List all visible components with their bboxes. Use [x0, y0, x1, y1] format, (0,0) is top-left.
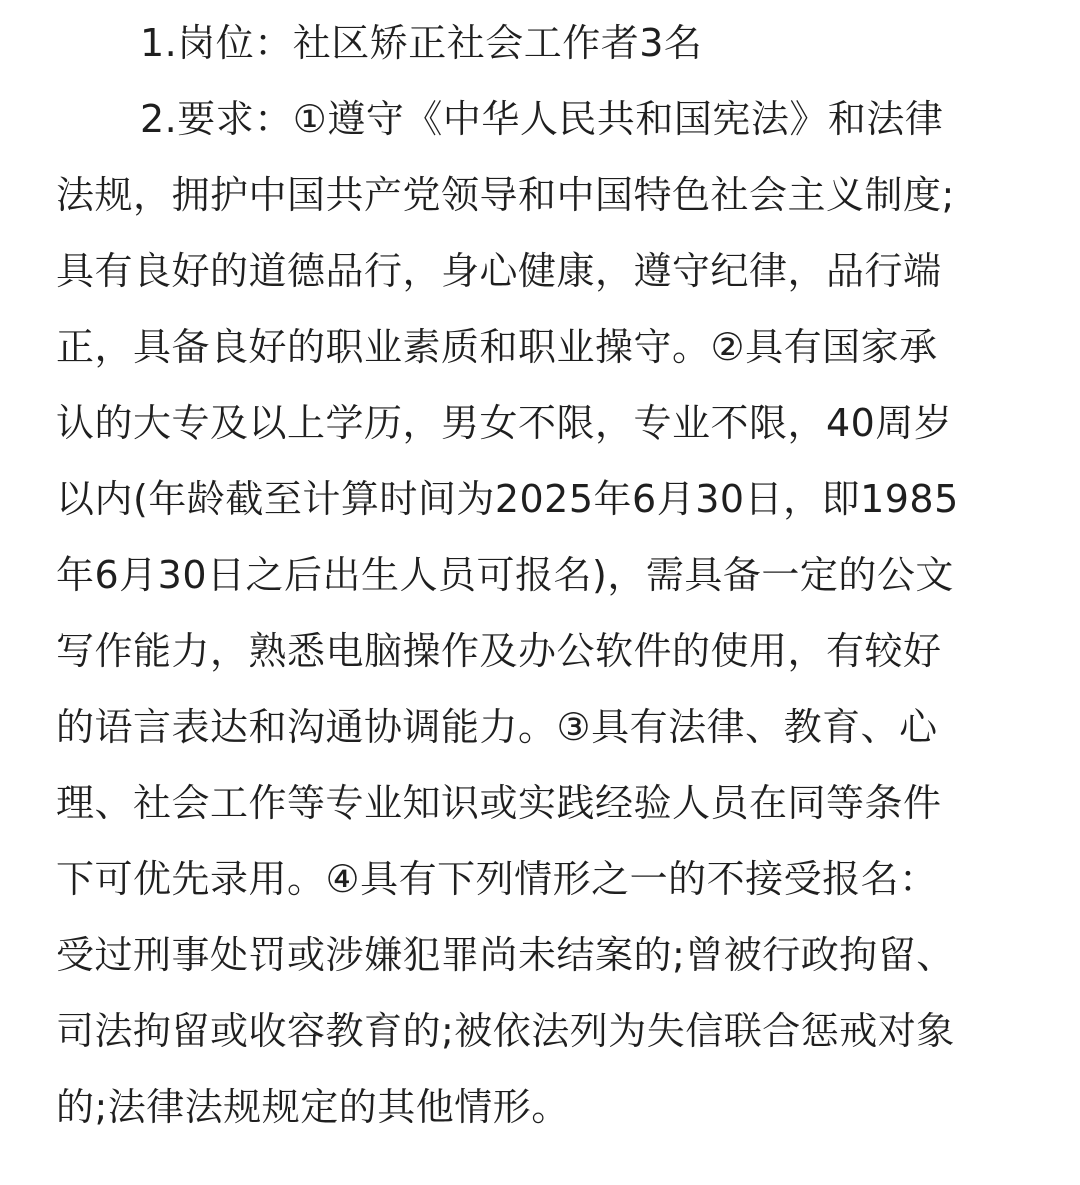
- requirements-line: 2.要求：①遵守《中华人民共和国宪法》和法律: [140, 97, 944, 141]
- text-line: 具有良好的道德品行，身心健康，遵守纪律，品行端: [56, 249, 942, 293]
- text-line: 年6月30日之后出生人员可报名)，需具备一定的公文: [56, 553, 954, 597]
- text-line: 理、社会工作等专业知识或实践经验人员在同等条件: [56, 781, 942, 825]
- document-body: [56, 10, 1031, 1150]
- text-line: 下可优先录用。④具有下列情形之一的不接受报名：: [56, 857, 938, 901]
- text-line: 受过刑事处罚或涉嫌犯罪尚未结案的;曾被行政拘留、: [56, 933, 955, 977]
- position-line: 1.岗位：社区矫正社会工作者3名: [140, 21, 703, 65]
- text-line: 的语言表达和沟通协调能力。③具有法律、教育、心: [56, 705, 938, 749]
- text-line: 以内(年龄截至计算时间为2025年6月30日，即1985: [56, 477, 959, 521]
- text-line: 司法拘留或收容教育的;被依法列为失信联合惩戒对象: [56, 1009, 955, 1053]
- text-line: 的;法律法规规定的其他情形。: [56, 1085, 570, 1129]
- text-line: 认的大专及以上学历，男女不限，专业不限，40周岁: [56, 401, 953, 445]
- text-line: 正，具备良好的职业素质和职业操守。②具有国家承: [56, 325, 938, 369]
- text-line: 法规，拥护中国共产党领导和中国特色社会主义制度;: [56, 173, 955, 217]
- text-line: 写作能力，熟悉电脑操作及办公软件的使用，有较好: [56, 629, 942, 673]
